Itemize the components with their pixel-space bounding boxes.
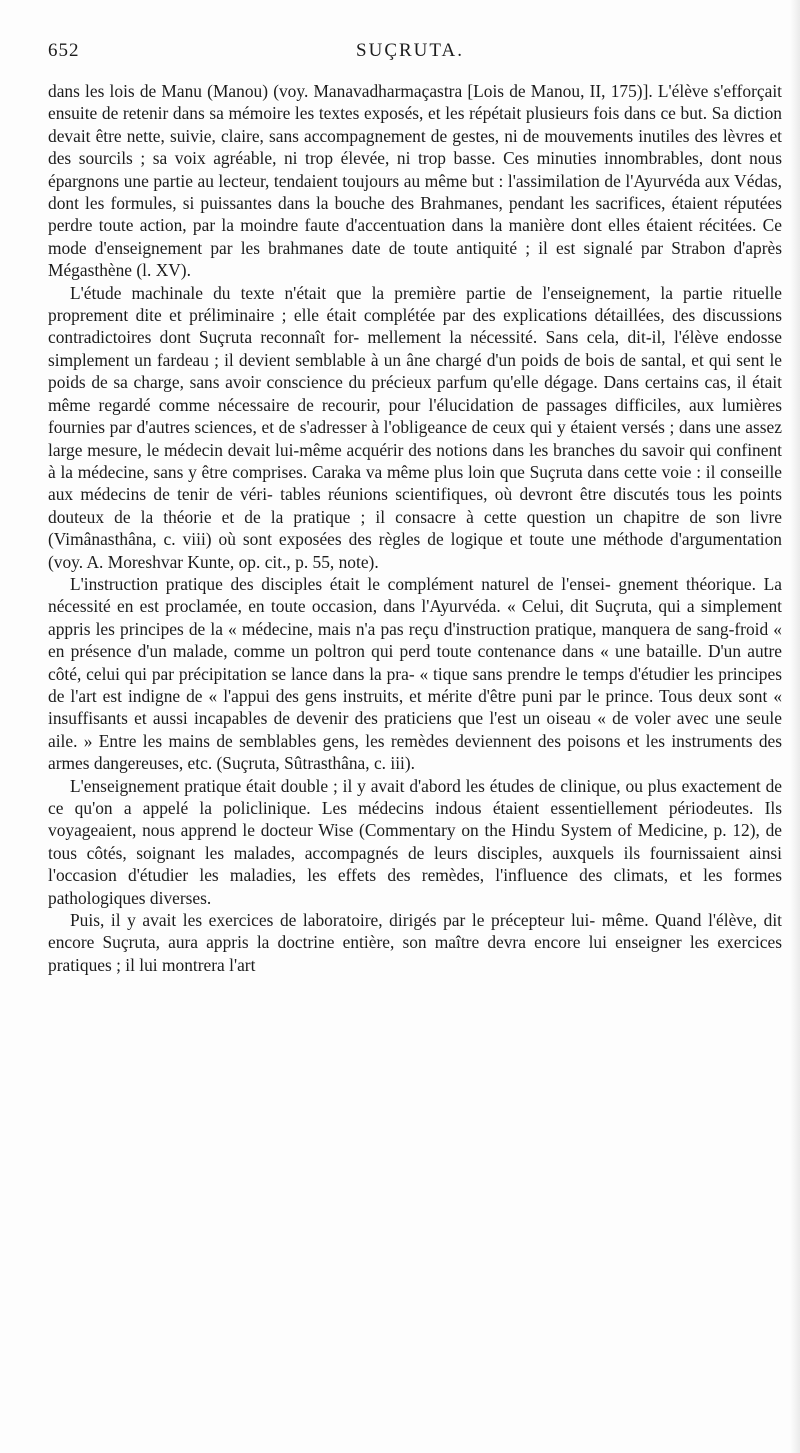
text-line: Puis, il y avait les exercices de laboratoire, dirigés par le précepteur lui-	[70, 910, 602, 931]
text-line: mellement la nécessité. Sans cela, dit-il, l'élève endosse simplement un fardeau ;	[48, 327, 783, 370]
paragraph	[48, 80, 782, 282]
text-line: gnement théorique. La nécessité en est proclamée, en toute occasion, dans	[48, 573, 782, 617]
text-line: la partie rituelle proprement dite et préliminaire ; elle était complétée par des	[48, 282, 782, 326]
text-line: L'étude machinale du texte n'était que la première partie de l'enseignement,	[70, 282, 661, 303]
page-edge-shadow	[790, 0, 800, 1453]
text-line: L'instruction pratique des disciples était le complément naturel de l'ensei-	[70, 573, 619, 594]
text-line: les malades, accompagnés de leurs disciples, auxquels ils fournissaient ainsi	[204, 842, 783, 863]
text-line: perdre toute action, par la moindre faute d'accentuation dans la manière dont	[48, 215, 609, 236]
text-line: deviennent des poisons et les instruments des armes dangereuses, etc. (Suçruta,	[48, 730, 783, 774]
text-line: puissantes dans la bouche des Brahmanes, pendant les sacrifices, étaient réputées	[200, 193, 782, 214]
page-number: 652	[48, 40, 80, 61]
text-line: innombrables, dont nous épargnons une partie au lecteur, tendaient toujours	[48, 148, 783, 191]
text-line: Sûtrasthâna, c. iii).	[284, 753, 416, 774]
text-line: 175)]. L'élève s'efforçait ensuite de retenir dans sa mémoire les textes exposés,	[48, 81, 782, 124]
page-header	[48, 40, 772, 68]
text-line: « en présence d'un malade, comme un poltron qui perd toute contenance dans	[48, 618, 782, 662]
text-line: et les formes pathologiques diverses.	[48, 865, 783, 908]
text-line: même. Quand l'élève, dit encore Suçruta, aura appris la doctrine entière, son	[48, 910, 782, 953]
text-line: l'Ayurvéda. « Celui, dit Suçruta, qui a simplement appris les principes de la	[48, 596, 782, 639]
text-line: dans les lois de Manu (Manou) (voy. Manavadharmaçastra [Lois de Manou, II,	[48, 81, 611, 101]
body-text	[48, 80, 782, 976]
text-line: explications détaillées, des discussions contradictoires dont Suçruta reconnaît for-	[48, 305, 782, 348]
text-line: et de s'adresser à l'obligeance de ceux qui y étaient versés ; dans une assez large	[48, 417, 782, 460]
paragraph	[48, 573, 782, 775]
text-line: « tique sans prendre le temps d'étudier les principes de l'art est indigne de	[48, 663, 782, 706]
text-line: L'enseignement pratique était double ; il y avait d'abord les études de clinique,	[70, 775, 626, 796]
text-line: (Commentary on the Hindu System of Medicine, p. 12), de tous côtés, soignant	[48, 820, 783, 863]
running-head: SUÇRUTA.	[356, 40, 464, 61]
paragraph	[48, 909, 782, 976]
text-line: des sourcils ; sa voix agréable, ni trop élevée, ni trop basse. Ces minuties	[48, 148, 605, 169]
text-line: Dans certains cas, il était même regardé comme nécessaire de recourir, pour	[48, 372, 783, 415]
text-line: de la théorie et de la pratique ; il consacre à cette question un chapitre de son	[114, 506, 751, 527]
text-line: maître devra encore lui enseigner les exercices pratiques ; il lui montrera l'art	[48, 932, 782, 975]
text-line: livre (Vimânasthâna, c. viii) où sont exposées des règles de logique et toute une	[48, 506, 783, 550]
text-line: « médecine, mais n'a pas reçu d'instruction pratique, manquera de sang-froid	[228, 618, 774, 639]
text-line: poids de sa charge, sans avoir conscience du précieux parfum qu'elle dégage.	[48, 372, 604, 393]
text-line: ou plus exactement de ce qu'on a appelé la policlinique. Les médecins indous	[48, 775, 782, 818]
text-line: mesure, le médecin devait lui-même acquérir des notions dans les branches du	[87, 439, 642, 460]
text-line: claire, sans accompagnement de gestes, ni de mouvements inutiles des lèvres et	[220, 125, 782, 146]
text-line: l'élucidation de passages difficiles, aux lumières fournies par d'autres sciences,	[48, 394, 782, 438]
text-line: au même but : l'assimilation de l'Ayurvéda aux Védas, dont les formules, si	[48, 170, 782, 214]
paragraph	[48, 775, 782, 909]
text-line: « l'appui des gens instruits, et mérite d'être puni par le prince. Tous deux sont	[208, 685, 774, 706]
text-line: et les répétait plusieurs fois dans ce but. Sa diction devait être nette, suivie,	[48, 103, 782, 146]
text-line: savoir qui confinent à la médecine, sans y être comprises. Caraka va même	[48, 439, 782, 482]
text-line: étaient essentiellement périodeutes. Ils voyageaient, nous apprend le docteur Wise	[48, 798, 783, 841]
text-line: tables réunions scientifiques, où devront être discutés tous les points douteux	[48, 484, 782, 527]
text-line: il devient semblable à un âne chargé d'un poids de bois de santal, et qui sent le	[224, 349, 782, 370]
paragraph	[48, 282, 782, 573]
text-line: antiquité ; il est signalé par Strabon d'après Mégasthène (l. XV).	[48, 237, 782, 281]
text-line: méthode d'argumentation (voy. A. Moreshvar Kunte, op. cit., p. 55, note).	[48, 529, 782, 572]
text-line: elles étaient récitées. Ce mode d'enseignement par les brahmanes date de toute	[48, 215, 782, 258]
text-line: plus loin que Suçruta dans cette voie : il conseille aux médecins de tenir de véri-	[48, 461, 782, 505]
text-line: l'occasion d'étudier les maladies, les effets des remèdes, l'influence des climats,	[48, 865, 680, 886]
text-line: « de voler avec une seule aile. » Entre les mains de semblables gens, les remèdes	[48, 708, 782, 751]
text-line: « insuffisants et aussi incapables de devenir des praticiens que l'est un oiseau	[48, 685, 783, 729]
text-line: « une bataille. D'un autre côté, celui qui par précipitation se lance dans la pra-	[48, 641, 783, 684]
